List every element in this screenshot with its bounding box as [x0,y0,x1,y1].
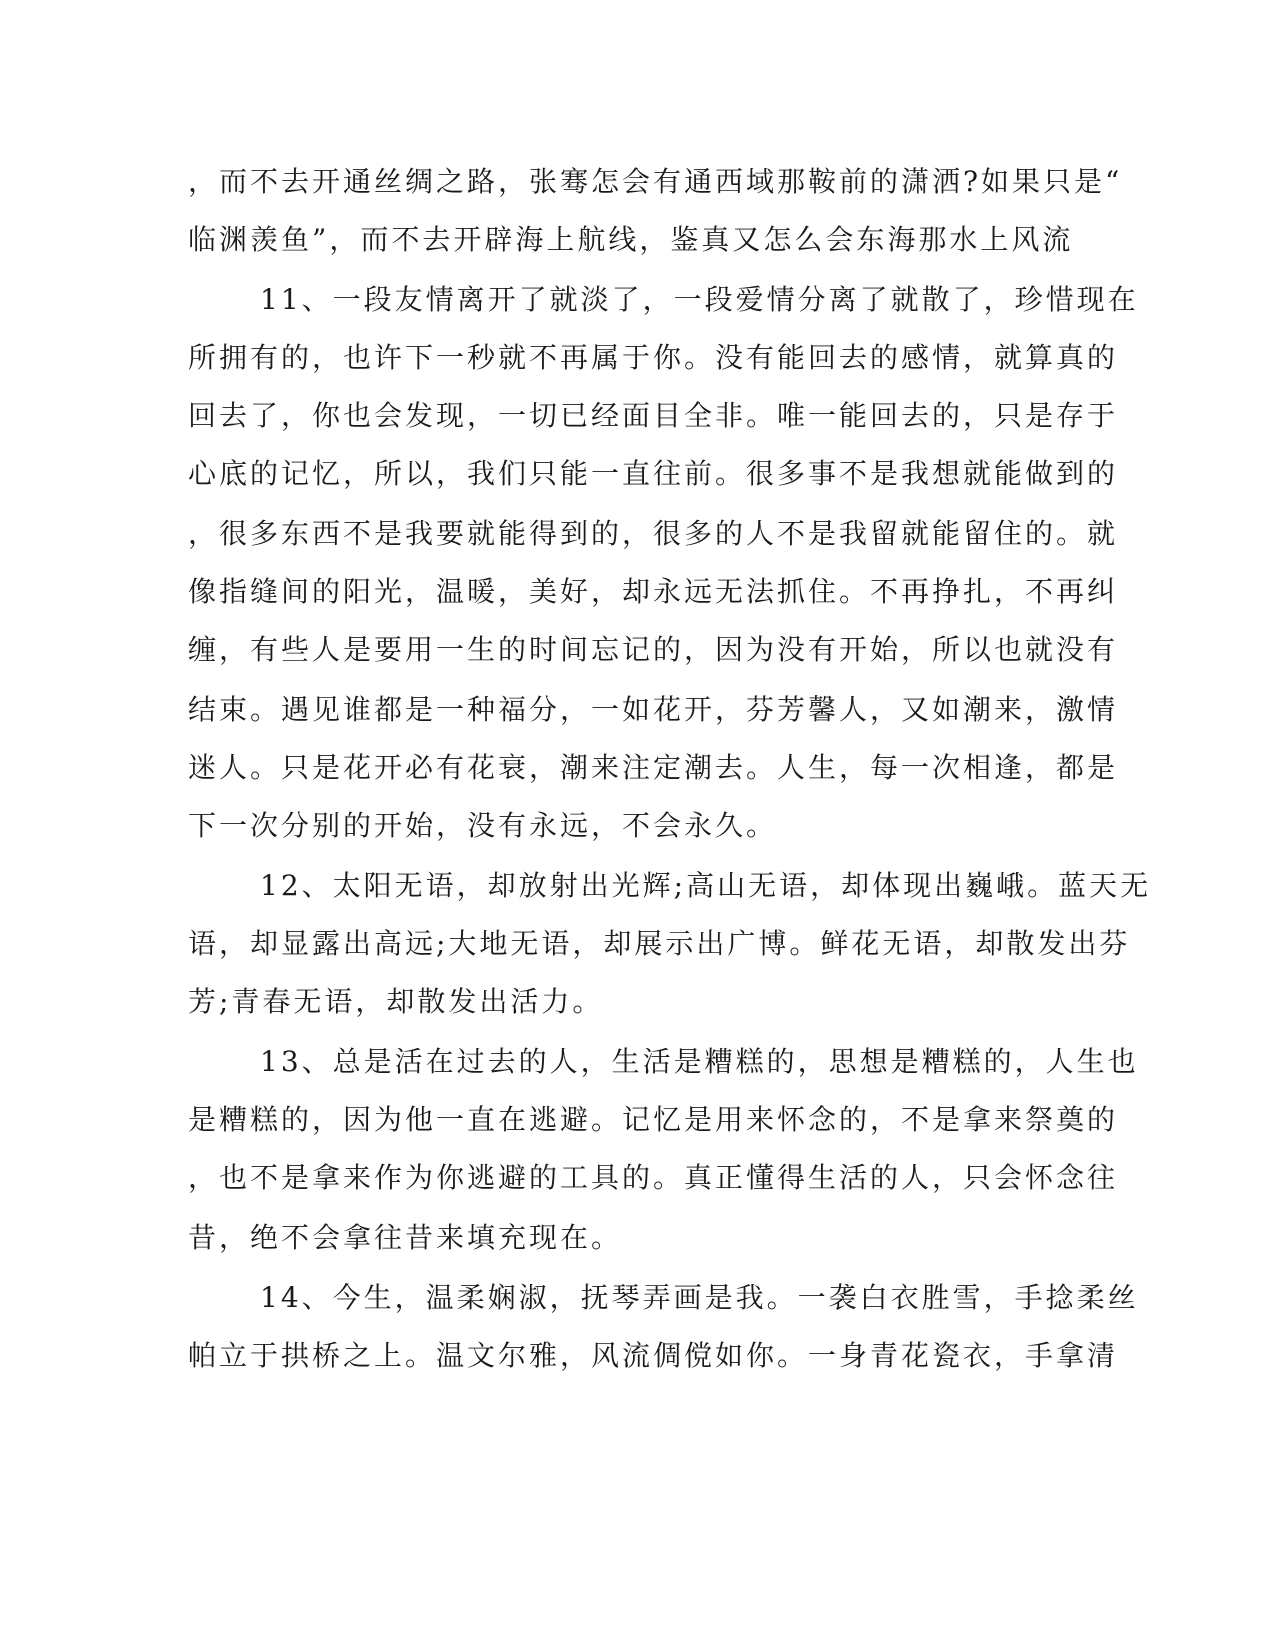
text-line: 心底的记忆，所以，我们只能一直往前。很多事不是我想就能做到的 [188,457,1119,490]
paragraph-start-11: 11、一段友情离开了就淡了，一段爱情分离了就散了，珍惜现在 [260,283,1139,316]
text-line: 缠，有些人是要用一生的时间忘记的，因为没有开始，所以也就没有 [188,633,1119,666]
text-line: 所拥有的，也许下一秒就不再属于你。没有能回去的感情，就算真的 [188,341,1119,374]
text-line: 语，却显露出高远;大地无语，却展示出广博。鲜花无语，却散发出芬 [188,927,1131,960]
paragraph-start-14: 14、今生，温柔娴淑，抚琴弄画是我。一袭白衣胜雪，手捻柔丝 [260,1281,1139,1314]
text-line: ，也不是拿来作为你逃避的工具的。真正懂得生活的人，只会怀念往 [188,1161,1119,1194]
text-line: 下一次分别的开始，没有永远，不会永久。 [188,809,778,842]
paragraph-start-13: 13、总是活在过去的人，生活是糟糕的，思想是糟糕的，人生也 [260,1045,1139,1078]
text-line: 迷人。只是花开必有花衰，潮来注定潮去。人生，每一次相逢，都是 [188,751,1119,784]
text-line: 像指缝间的阳光，温暖，美好，却永远无法抓住。不再挣扎，不再纠 [188,575,1119,608]
text-line: ，而不去开通丝绸之路，张骞怎会有通西域那鞍前的潇洒?如果只是“ [188,165,1123,198]
text-line: 回去了，你也会发现，一切已经面目全非。唯一能回去的，只是存于 [188,399,1119,432]
text-line: 结束。遇见谁都是一种福分，一如花开，芬芳馨人，又如潮来，激情 [188,693,1119,726]
text-line: 是糟糕的，因为他一直在逃避。记忆是用来怀念的，不是拿来祭奠的 [188,1103,1119,1136]
text-line: 芳;青春无语，却散发出活力。 [188,985,604,1018]
text-line: ，很多东西不是我要就能得到的，很多的人不是我留就能留住的。就 [188,517,1119,550]
text-line: 临渊羡鱼”，而不去开辟海上航线，鉴真又怎么会东海那水上风流 [188,223,1074,256]
paragraph-start-12: 12、太阳无语，却放射出光辉;高山无语，却体现出巍峨。蓝天无 [260,869,1152,902]
text-line: 昔，绝不会拿往昔来填充现在。 [188,1221,623,1254]
text-line: 帕立于拱桥之上。温文尔雅，风流倜傥如你。一身青花瓷衣，手拿清 [188,1339,1119,1372]
